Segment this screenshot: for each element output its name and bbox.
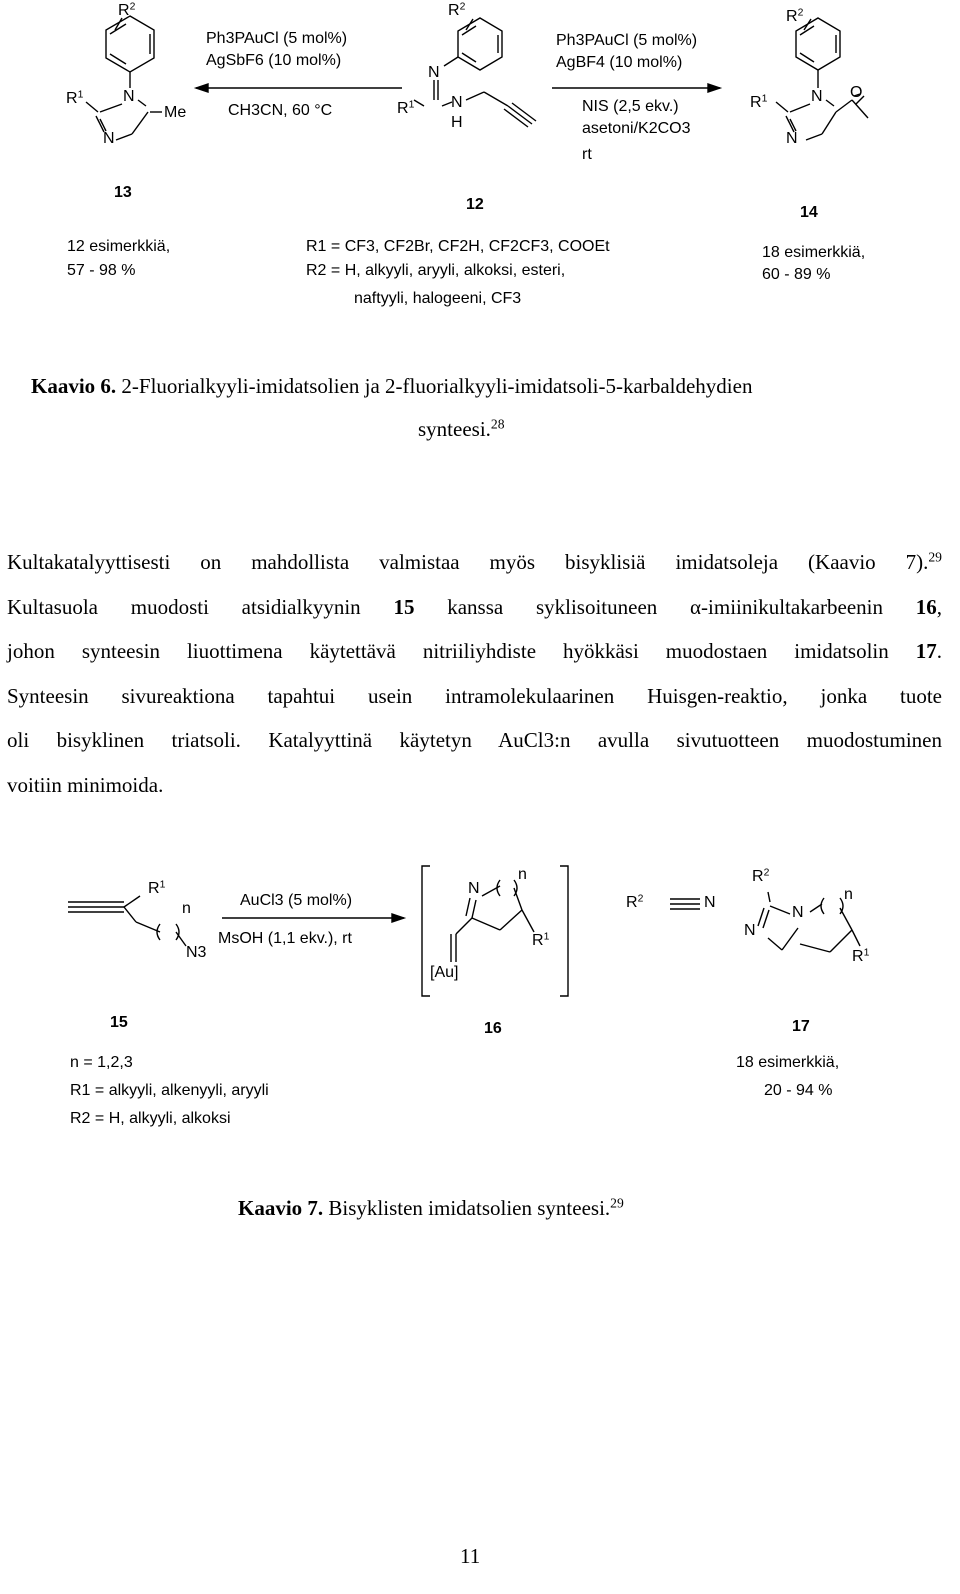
atom-r1-16: $R^1$	[532, 931, 550, 949]
atom-n3-15: N3	[186, 944, 207, 961]
right-condition-4: asetoni/K2CO3	[582, 120, 691, 137]
atom-r2-17: $R^2$	[752, 867, 770, 885]
atom-n-14: N	[811, 88, 823, 105]
page-number: 11	[460, 1544, 481, 1568]
caption-7-ref: 29	[610, 1195, 624, 1211]
right-condition-3: NIS (2,5 ekv.)	[582, 98, 679, 115]
caption-6-label: Kaavio 6.	[31, 374, 117, 398]
r1-definition-12: R1 = CF3, CF2Br, CF2H, CF2CF3, COOEt	[306, 238, 610, 255]
paragraph-line-1: Kultakatalyyttisesti on mahdollista valmistaa myös bisyklisiä imidatsoleja (Kaavio 7).$^{29}$	[7, 549, 942, 574]
paragraph-line-2: Kultasuola muodosti atsidialkyynin 15 kanssa syklisoituneen α-imiinikultakarbeenin 16,	[7, 594, 942, 619]
caption-6-cont: synteesi.$^{28}$	[418, 416, 505, 441]
atom-r1-15: $R^1$	[148, 879, 166, 897]
atom-r2-14: $R^2$	[786, 7, 804, 25]
atom-r1-12: $R^1$	[397, 99, 415, 117]
r2-definition-12-cont: naftyyli, halogeeni, CF3	[354, 290, 522, 307]
atom-n-13: N	[123, 88, 135, 105]
paragraph-line-4: Synteesin sivureaktiona tapahtui usein intramolekulaarinen Huisgen-reaktio, jonka tuote	[7, 683, 942, 708]
right-condition-1: Ph3PAuCl (5 mol%)	[556, 32, 698, 49]
atom-n-reagent: N	[704, 894, 716, 911]
atom-r1-14: $R^1$	[750, 93, 768, 111]
yield-17-line1: 18 esimerkkiä,	[736, 1054, 840, 1071]
condition-7-1: AuCl3 (5 mol%)	[240, 892, 353, 909]
left-condition-2: AgSbF6 (10 mol%)	[206, 52, 342, 69]
left-condition-1: Ph3PAuCl (5 mol%)	[206, 30, 348, 47]
atom-o-14: O	[850, 84, 863, 101]
atom-h-12: H	[451, 114, 463, 131]
left-condition-3: CH3CN, 60 °C	[228, 102, 333, 119]
compound-label-12: 12	[466, 196, 484, 213]
atom-n-16: N	[468, 880, 480, 897]
atom-n-15: n	[182, 900, 191, 917]
caption-7	[238, 1196, 624, 1221]
compound-label-15: 15	[110, 1014, 128, 1031]
atom-r2-reagent: $R^2$	[626, 893, 644, 911]
atom-n-17: N	[792, 904, 804, 921]
atom-n-12: N	[428, 64, 440, 81]
atom-n2-13: N	[103, 130, 115, 147]
caption-7-text: Bisyklisten imidatsolien synteesi.	[328, 1196, 611, 1220]
caption-7-label: Kaavio 7.	[238, 1196, 324, 1220]
atom-r1-13: $R^1$	[66, 89, 84, 107]
yield-14-line2: 60 - 89 %	[762, 266, 831, 283]
paragraph-line-3: johon synteesin liuottimena käytettävä nitriiliyhdiste hyökkäsi muodostaen imidatsolin 17.	[7, 639, 942, 663]
def-15-1: n = 1,2,3	[70, 1054, 133, 1071]
caption-6-text: 2-Fluorialkyyli-imidatsolien ja 2-fluorialkyyli-imidatsoli-5-karbaldehydien	[121, 374, 753, 398]
atom-n2-17: N	[744, 922, 756, 939]
caption-6-ref: 28	[490, 416, 505, 432]
atom-r2-12: $R^2$	[448, 1, 466, 19]
atom-nh-12: N	[451, 94, 463, 111]
yield-17-line2: 20 - 94 %	[764, 1082, 833, 1099]
paragraph-line-6: voitiin minimoida.	[7, 772, 164, 797]
atom-r1-17: $R^1$	[852, 947, 870, 965]
compound-label-13: 13	[114, 184, 132, 201]
paragraph-line-5: oli bisyklinen triatsoli. Katalyyttinä käytetyn AuCl3:n avulla sivutuotteen muodostuminen	[7, 728, 942, 752]
atom-n-index-16: n	[518, 866, 527, 883]
compound-label-14: 14	[800, 204, 818, 221]
atom-r2-13: $R^2$	[118, 1, 136, 19]
yield-13-line1: 12 esimerkkiä,	[67, 238, 171, 255]
right-condition-2: AgBF4 (10 mol%)	[556, 54, 683, 71]
def-15-3: R2 = H, alkyyli, alkoksi	[70, 1110, 231, 1127]
yield-14-line1: 18 esimerkkiä,	[762, 244, 866, 261]
def-15-2: R1 = alkyyli, alkenyyli, aryyli	[70, 1082, 269, 1099]
compound-label-17: 17	[792, 1018, 810, 1035]
right-condition-5: rt	[582, 146, 592, 163]
condition-7-2: MsOH (1,1 ekv.), rt	[218, 930, 352, 947]
atom-n2-14: N	[786, 130, 798, 147]
compound-label-16: 16	[484, 1020, 502, 1037]
r2-definition-12: R2 = H, alkyyli, aryyli, alkoksi, esteri,	[306, 262, 566, 279]
atom-me-13: Me	[164, 104, 187, 121]
gold-label-16: [Au]	[430, 964, 459, 981]
yield-13-line2: 57 - 98 %	[67, 262, 136, 279]
atom-n-index-17: n	[844, 886, 853, 903]
